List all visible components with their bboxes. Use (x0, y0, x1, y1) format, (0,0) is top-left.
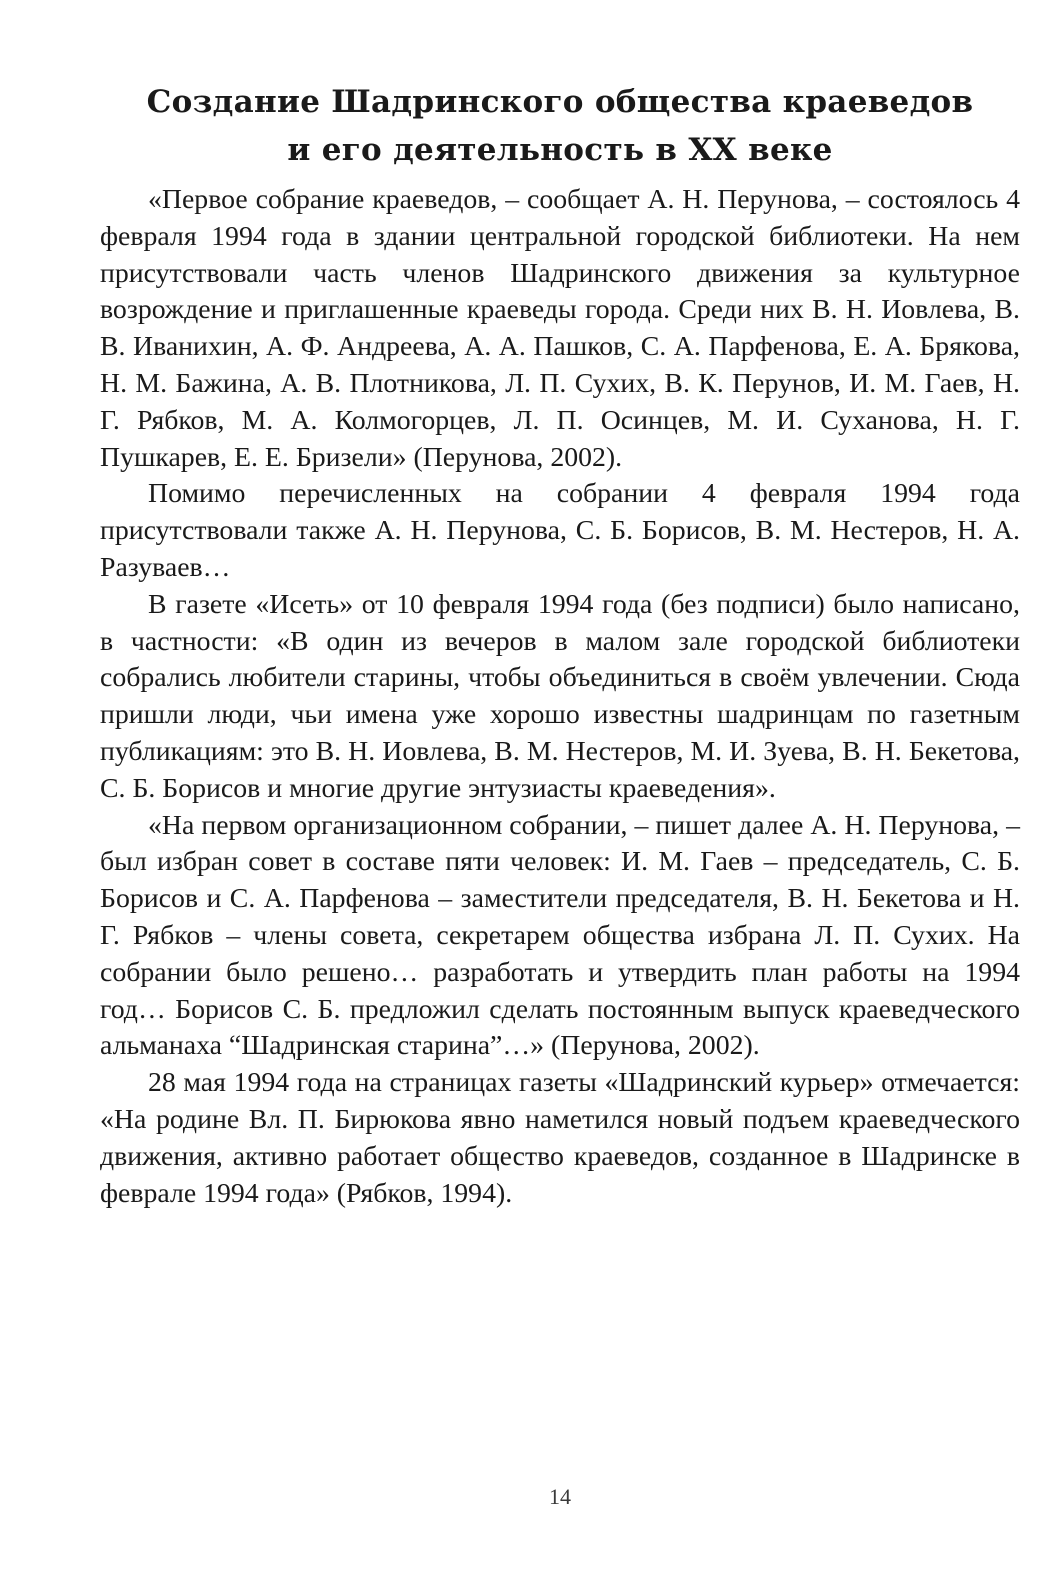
section-heading (100, 78, 1020, 174)
paragraph-5: 28 мая 1994 года на страницах газеты «Шадринский курьер» отмечается: «На родине Вл. П. Бирюкова явно наметился новый подъем краеведческого движения, активно работает общество краеведов, созданное в Шадринске в феврале 1994 года» (Рябков, 1994). (100, 1067, 1020, 1209)
heading-line-1: Создание Шадринского общества краеведов (146, 84, 974, 120)
paragraph-4: «На первом организационном собрании, – пишет далее А. Н. Перунова, – был избран совет в составе пяти человек: И. М. Гаев – председатель, С. Б. Борисов и С. А. Парфенова – заместители председателя, В. Н. Бекетова и Н. Г. Рябков – члены совета, секретарем общества избрана Л. П. Сухих. На собрании было решено… разработать и утвердить план работы на 1994 год… Борисов С. Б. предложил сделать постоянным выпуск краеведческого альманаха “Шадринская старина”…» (Перунова, 2002). (100, 809, 1020, 1062)
paragraph-3: В газете «Исеть» от 10 февраля 1994 года (без подписи) было написано, в частности: «В один из вечеров в малом зале городской библиотеки собрались любители старины, чтобы объединиться в своём увлечении. Сюда пришли люди, чьи имена уже хорошо известны шадринцам по газетным публикациям: это В. Н. Иовлева, В. М. Нестеров, М. И. Зуева, В. Н. Бекетова, С. Б. Борисов и многие другие энтузиасты краеведения». (100, 588, 1020, 804)
paragraph-1: «Первое собрание краеведов, – сообщает А. Н. Перунова, – состоялось 4 февраля 1994 года в здании центральной городской библиотеки. На нем присутствовали часть членов Шадринского движения за культурное возрождение и приглашенные краеведы города. Среди них В. Н. Иовлева, В. В. Иванихин, А. Ф. Андреева, А. А. Пашков, С. А. Парфенова, Е. А. Брякова, Н. М. Бажина, А. В. Плотникова, Л. П. Сухих, В. К. Перунов, И. М. Гаев, Н. Г. Рябков, М. А. Колмогорцев, Л. П. Осинцев, М. И. Суханова, Н. Г. Пушкарев, Е. Е. Бризели» (Перунова, 2002). (100, 184, 1020, 473)
paragraph-2: Помимо перечисленных на собрании 4 февраля 1994 года присутствовали также А. Н. Перунова, С. Б. Борисов, В. М. Нестеров, Н. А. Разуваев… (100, 478, 1020, 583)
heading-line-2: и его деятельность в XX веке (287, 132, 833, 168)
page-number: 14 (549, 1484, 571, 1509)
page-content (100, 78, 1020, 1212)
